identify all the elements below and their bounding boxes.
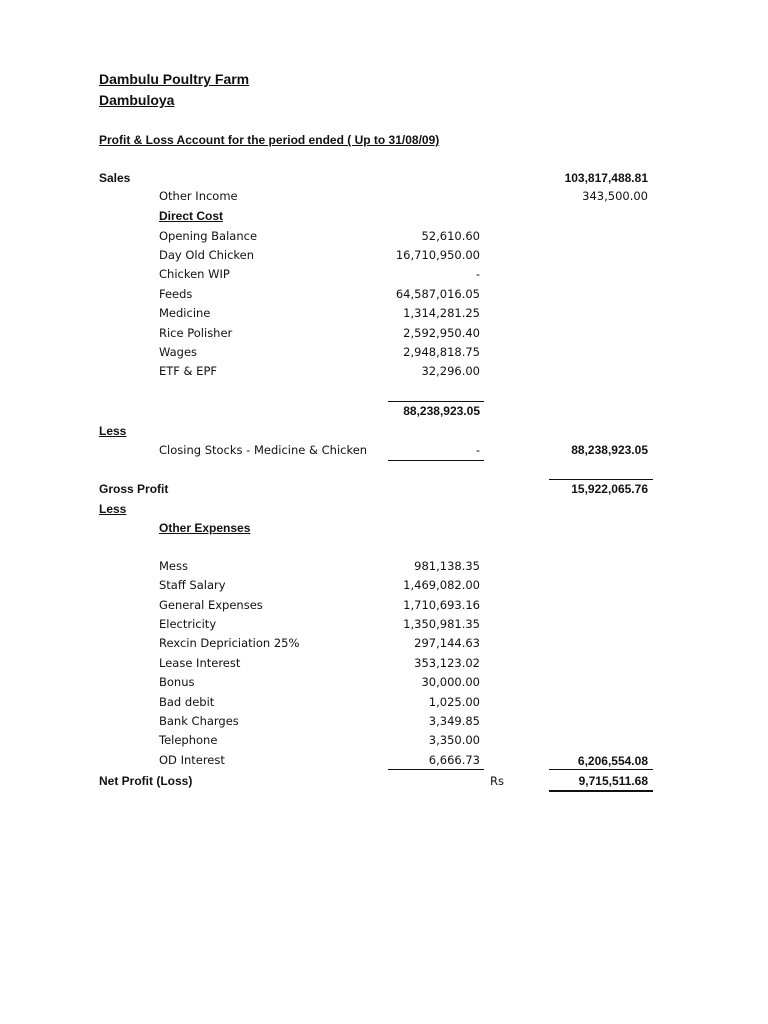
expense-label: Bonus — [159, 675, 195, 689]
direct-cost-label: Rice Polisher — [159, 326, 233, 340]
currency-label: Rs — [490, 774, 504, 788]
company-name: Dambulu Poultry Farm — [99, 71, 250, 87]
expense-label: Telephone — [159, 733, 218, 747]
direct-cost-amount: 1,314,281.25 — [403, 306, 480, 320]
expense-label: Staff Salary — [159, 578, 226, 592]
expense-label: Lease Interest — [159, 656, 241, 670]
expense-amount: 1,710,693.16 — [403, 598, 480, 612]
net-profit-label: Net Profit (Loss) — [99, 774, 193, 788]
less-label: Less — [99, 424, 127, 438]
expense-label: Electricity — [159, 617, 217, 631]
expense-amount: 1,469,082.00 — [403, 578, 480, 592]
direct-cost-label: Wages — [159, 345, 198, 359]
direct-cost-heading: Direct Cost — [159, 209, 224, 223]
sales-amount: 103,817,488.81 — [564, 171, 648, 185]
direct-cost-label: Opening Balance — [159, 229, 258, 243]
net-direct-cost: 88,238,923.05 — [571, 443, 648, 457]
direct-cost-amount: 52,610.60 — [421, 229, 480, 243]
expense-label: Bad debit — [159, 695, 215, 709]
direct-cost-amount: 2,592,950.40 — [403, 326, 480, 340]
expense-label: Rexcin Depriciation 25% — [159, 636, 300, 650]
direct-cost-label: ETF & EPF — [159, 364, 217, 378]
direct-cost-label: Feeds — [159, 287, 193, 301]
direct-cost-label: Medicine — [159, 306, 211, 320]
expenses-rule — [388, 769, 484, 770]
closing-stock-amount: - — [475, 443, 480, 457]
gross-profit-rule — [549, 479, 653, 480]
less-label: Less — [99, 502, 127, 516]
closing-stock-rule — [388, 460, 484, 461]
net-profit-amount: 9,715,511.68 — [578, 774, 648, 788]
company-location: Dambuloya — [99, 92, 175, 108]
expense-amount: 3,349.85 — [428, 714, 480, 728]
direct-cost-amount: 2,948,818.75 — [403, 345, 480, 359]
expense-amount: 1,350,981.35 — [403, 617, 480, 631]
expense-amount: 297,144.63 — [414, 636, 480, 650]
expense-label: OD Interest — [159, 753, 225, 767]
direct-cost-subtotal: 88,238,923.05 — [403, 404, 480, 418]
expense-amount: 981,138.35 — [414, 559, 480, 573]
net-profit-rule — [549, 790, 653, 792]
expense-amount: 6,666.73 — [428, 753, 480, 767]
gross-profit-label: Gross Profit — [99, 482, 169, 496]
expense-amount: 30,000.00 — [421, 675, 480, 689]
direct-cost-amount: 64,587,016.05 — [395, 287, 480, 301]
expense-label: General Expenses — [159, 598, 263, 612]
direct-cost-label: Chicken WIP — [159, 267, 230, 281]
direct-cost-label: Day Old Chicken — [159, 248, 255, 262]
subtotal-rule — [388, 401, 484, 402]
expense-label: Mess — [159, 559, 188, 573]
direct-cost-amount: - — [475, 267, 480, 281]
other-income-label: Other Income — [159, 189, 238, 203]
direct-cost-amount: 32,296.00 — [421, 364, 480, 378]
other-expenses-total: 6,206,554.08 — [577, 754, 648, 768]
expense-amount: 353,123.02 — [414, 656, 480, 670]
direct-cost-amount: 16,710,950.00 — [395, 248, 480, 262]
expenses-total-rule — [549, 769, 653, 770]
closing-stock-label: Closing Stocks - Medicine & Chicken — [159, 443, 368, 457]
other-expenses-heading: Other Expenses — [159, 521, 251, 535]
sales-label: Sales — [99, 171, 131, 185]
other-income-amount: 343,500.00 — [582, 189, 648, 203]
expense-amount: 3,350.00 — [428, 733, 480, 747]
expense-amount: 1,025.00 — [428, 695, 480, 709]
report-title: Profit & Loss Account for the period ended ( Up to 31/08/09) — [99, 133, 440, 147]
gross-profit-amount: 15,922,065.76 — [571, 482, 648, 496]
expense-label: Bank Charges — [159, 714, 239, 728]
